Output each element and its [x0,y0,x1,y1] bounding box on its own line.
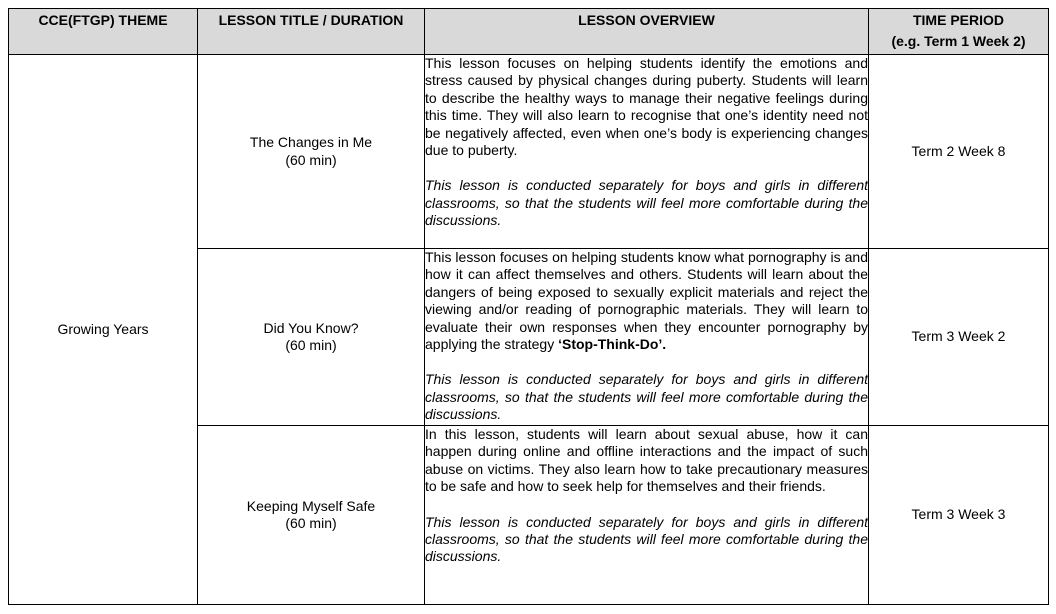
lesson-overview-text: This lesson focuses on helping students identify the emotions and stress caused by physical changes during puberty. Students will learn to describe the healthy ways to manage their negative feelings during this time. They will also learn to recognise that one’s identity need not be negatively affected, even when one’s body is experiencing changes due to puberty. [425,55,868,159]
header-overview: LESSON OVERVIEW [425,9,869,55]
lesson-overview-note: This lesson is conducted separately for boys and girls in different classrooms, so that the students will feel more comfortable during the discussions. [425,513,868,565]
header-time-period-label: TIME PERIOD [912,12,1004,28]
lesson-title-cell [198,55,425,249]
time-period-cell [869,249,1049,426]
time-period-cell [869,55,1049,249]
lesson-title: The Changes in Me [249,134,373,151]
header-lesson-title: LESSON TITLE / DURATION [198,9,425,55]
lesson-overview-note: This lesson is conducted separately for boys and girls in different classrooms, so that the students will feel more comfortable during the discussions. [425,371,868,423]
strategy-name: ‘Stop-Think-Do’. [558,336,667,353]
time-period-cell [869,426,1049,605]
header-time-period [869,9,1049,55]
header-theme: CCE(FTGP) THEME [9,9,198,55]
lesson-overview-body: This lesson focuses on helping students know what pornography is and how it can affect themselves and others. Students will learn about the dangers of being exposed to sexually explicit materials and reject the viewing and/or reading of pornographic materials. They will learn to evaluate their own responses when they encounter pornography by applying the strategy [425,249,868,353]
time-period-value: Term 3 Week 3 [911,506,1006,523]
lesson-title-cell [198,249,425,426]
lesson-overview-cell [425,249,869,426]
theme-label: Growing Years [57,320,149,337]
lesson-overview-cell [425,55,869,249]
header-time-period-example: (e.g. Term 1 Week 2) [891,33,1026,50]
lesson-overview-cell [425,426,869,605]
lesson-title: Did You Know? [263,319,359,336]
lesson-overview-text: In this lesson, students will learn about sexual abuse, how it can happen during online and offline interactions and the impact of such abuse on victims. They also learn how to take precautionary measures to be safe and how to seek help for themselves and their friends. [425,426,868,495]
header-row [9,9,1049,55]
lesson-table [8,8,1049,605]
lesson-title-cell [198,426,425,605]
time-period-value: Term 2 Week 8 [911,142,1006,159]
theme-cell [9,55,198,605]
lesson-duration: (60 min) [285,515,337,531]
lesson-title: Keeping Myself Safe [246,497,376,514]
lesson-duration: (60 min) [285,337,337,353]
time-period-value: Term 3 Week 2 [911,328,1006,345]
lesson-overview-note: This lesson is conducted separately for boys and girls in different classrooms, so that the students will feel more comfortable during the discussions. [425,177,868,229]
lesson-duration: (60 min) [285,151,337,168]
table-row [9,55,1049,249]
lesson-overview-text [425,249,868,353]
